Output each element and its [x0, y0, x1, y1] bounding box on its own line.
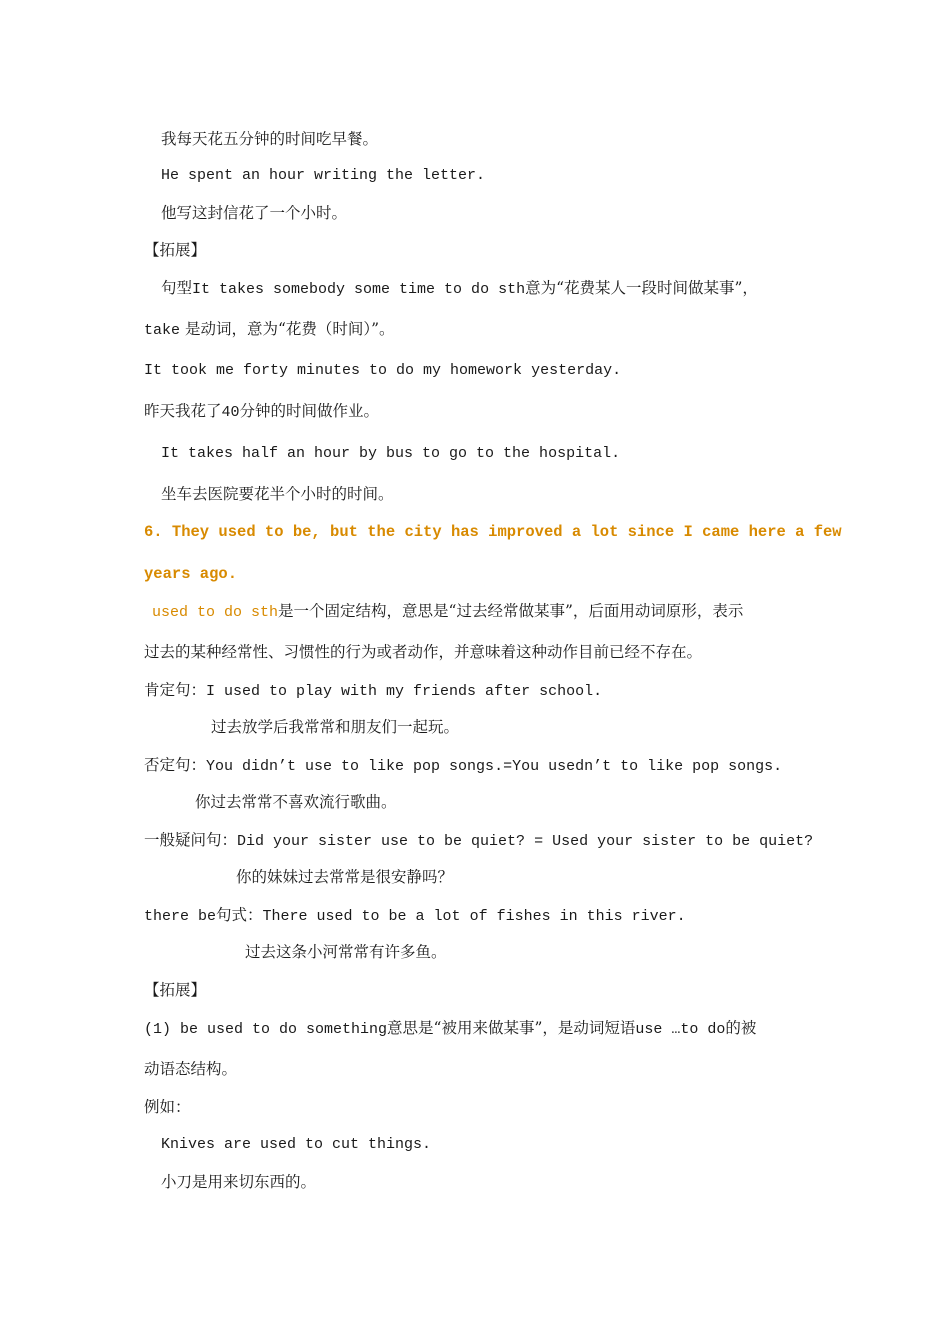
text-span: I used to play with my friends after school. [206, 683, 603, 700]
text-span: You didn’t use to like pop songs.=You usedn’t to like pop songs. [206, 758, 783, 775]
text-span: 是一个固定结构，意思是“过去经常做某事”，后面用动词原形，表示 [278, 602, 744, 620]
text-line: 你过去常常不喜欢流行歌曲。 [195, 793, 397, 811]
text-line: Knives are used to cut things. [161, 1136, 432, 1153]
text-span: 否定句： [144, 756, 207, 774]
text-line [144, 680, 602, 702]
text-line [144, 1018, 756, 1040]
text-line [144, 401, 379, 423]
text-line: 小刀是用来切东西的。 [161, 1173, 317, 1191]
text-line [152, 601, 743, 623]
text-span: 意思是“被用来做某事”，是动词短语 [387, 1019, 636, 1037]
text-line [144, 755, 782, 777]
text-line: 过去放学后我常常和朋友们一起玩。 [211, 718, 460, 736]
text-span: It takes somebody some time to do sth [192, 281, 526, 298]
text-line [161, 278, 758, 300]
text-line: 坐车去医院要花半个小时的时间。 [161, 485, 394, 503]
text-line: 例如： [144, 1098, 191, 1116]
text-line: 你的妹妹过去常常是很安静吗？ [236, 868, 454, 886]
text-span: used to do sth [152, 604, 279, 621]
text-span: 40 [221, 404, 240, 421]
highlight-sentence: years ago. [144, 565, 238, 583]
text-span: 一般疑问句： [144, 831, 238, 849]
text-line: He spent an hour writing the letter. [161, 167, 486, 184]
text-line: 动语态结构。 [144, 1060, 238, 1078]
text-line [144, 319, 395, 341]
text-line: It takes half an hour by bus to go to the hospital. [161, 445, 621, 462]
text-line [144, 830, 813, 852]
text-span: 句型 [161, 279, 193, 297]
text-line [144, 905, 686, 927]
text-line: 过去这条小河常常有许多鱼。 [245, 943, 447, 961]
text-span: there be [144, 908, 217, 925]
text-span: use …to do [635, 1021, 726, 1038]
text-line: 我每天花五分钟的时间吃早餐。 [161, 130, 379, 148]
section-heading: 【拓展】 [144, 241, 207, 259]
text-span: 的被 [725, 1019, 757, 1037]
text-span: take [144, 322, 181, 339]
text-span: There used to be a lot of fishes in this river. [262, 908, 686, 925]
highlight-sentence: 6. They used to be, but the city has improved a lot since I came here a few [144, 523, 842, 541]
text-span: 句式： [216, 906, 263, 924]
text-line: It took me forty minutes to do my homework yesterday. [144, 362, 622, 379]
text-span: 是动词，意为“花费（时间）”。 [184, 320, 395, 338]
text-span: 肯定句： [144, 681, 207, 699]
text-span: 分钟的时间做作业。 [239, 402, 380, 420]
text-line: 他写这封信花了一个小时。 [161, 204, 348, 222]
section-heading: 【拓展】 [144, 981, 207, 999]
text-span: 意为“花费某人一段时间做某事”， [525, 279, 758, 297]
text-line: 过去的某种经常性、习惯性的行为或者动作，并意味着这种动作目前已经不存在。 [144, 643, 703, 661]
text-span: (1) be used to do something [144, 1021, 388, 1038]
text-span: Did your sister use to be quiet? = Used your sister to be quiet? [237, 833, 814, 850]
text-span: 昨天我花了 [144, 402, 222, 420]
